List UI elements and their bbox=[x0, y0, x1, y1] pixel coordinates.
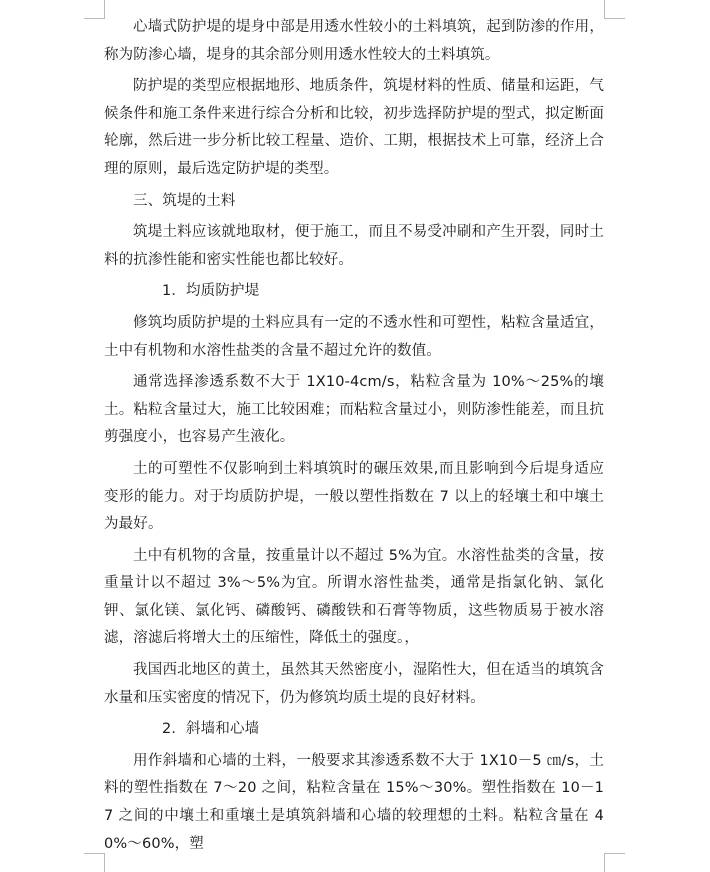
body-paragraph[interactable]: 土的可塑性不仅影响到土料填筑时的碾压效果,而且影响到今后堤身适应变形的能力。对于均质防护堤，一般以塑性指数在 7 以上的轻壤土和中壤土为最好。 bbox=[104, 460, 604, 533]
subsection-heading[interactable]: 1．均质防护堤 bbox=[162, 283, 260, 300]
body-paragraph[interactable]: 筑堤土料应该就地取材，便于施工，而且不易受冲刷和产生开裂，同时土料的抗渗性能和密实性能也都比较好。 bbox=[104, 224, 604, 268]
body-paragraph[interactable]: 防护堤的类型应根据地形、地质条件，筑堤材料的性质、储量和运距，气候条件和施工条件来进行综合分析和比较，初步选择防护堤的型式，拟定断面轮廓，然后进一步分析比较工程量、造价、工期，根据技术上可靠，经济上合理的原则，最后选定防护堤的类型。 bbox=[104, 78, 604, 177]
page-corner-mark-bottom-left bbox=[84, 853, 105, 872]
body-paragraph[interactable]: 通常选择渗透系数不大于 1X10-4cm/s，粘粒含量为 10%～25%的壤土。粘粒含量过大，施工比较困难；而粘粒含量过小，则防渗性能差，而且抗剪强度小，也容易产生液化。 bbox=[104, 374, 604, 446]
page-corner-mark-top-left bbox=[84, 0, 105, 19]
document-body[interactable] bbox=[104, 14, 604, 862]
body-paragraph[interactable]: 心墙式防护堤的堤身中部是用透水性较小的土料填筑，起到防渗的作用，称为防渗心墙，堤身的其余部分则用透水性较大的土料填筑。 bbox=[104, 19, 604, 63]
subsection-heading[interactable]: 2．斜墙和心墙 bbox=[162, 721, 260, 738]
section-heading[interactable]: 三、筑堤的土料 bbox=[133, 192, 236, 209]
body-paragraph[interactable]: 土中有机物的含量，按重量计以不超过 5%为宜。水溶性盐类的含量，按重量计以不超过 3%～5%为宜。所谓水溶性盐类，通常是指氯化钠、氯化钾、氯化镁、氯化钙、磷酸钙、磷酸铁和石膏等物质，这些物质易于被水溶滤，溶滤后将增大土的压缩性，降低土的强度。， bbox=[104, 547, 604, 647]
body-paragraph[interactable]: 我国西北地区的黄土，虽然其天然密度小，湿陷性大，但在适当的填筑含水量和压实密度的情况下，仍为修筑均质土堤的良好材料。 bbox=[104, 662, 604, 706]
page-corner-mark-bottom-right bbox=[604, 853, 625, 872]
body-paragraph[interactable]: 用作斜墙和心墙的土料，一般要求其渗透系数不大于 1X10－5 ㎝/s，土料的塑性指数在 7～20 之间，粘粒含量在 15%～30%。塑性指数在 10－17 之间的中壤土和重壤土是填筑斜墙和心墙的较理想的土料。粘粒含量在 40%～60%，塑 bbox=[104, 752, 604, 852]
page-corner-mark-top-right bbox=[604, 0, 625, 19]
body-paragraph[interactable]: 修筑均质防护堤的土料应具有一定的不透水性和可塑性，粘粒含量适宜，土中有机物和水溶性盐类的含量不超过允许的数值。 bbox=[104, 314, 604, 359]
